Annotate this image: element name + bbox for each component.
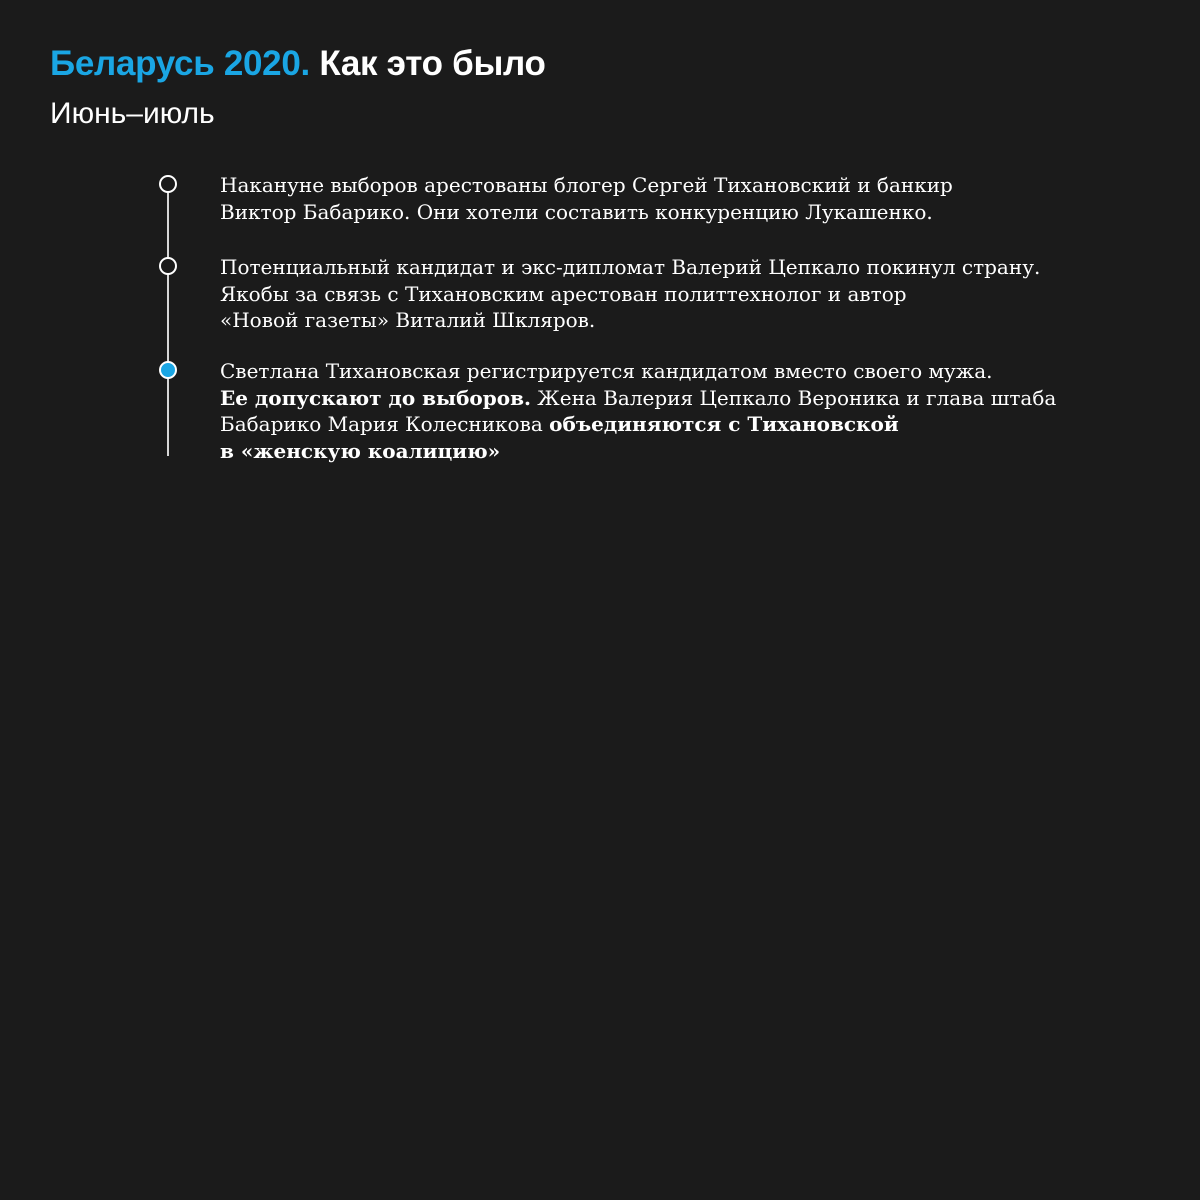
event-line: [220, 199, 1100, 226]
timeline-line: [167, 184, 169, 456]
event-line: [220, 172, 1100, 199]
event-line: [220, 438, 1100, 465]
event-line: [220, 385, 1100, 412]
timeline-marker-icon: [159, 175, 177, 193]
event-line: [220, 281, 1100, 308]
event-text-bold: в «женскую коалицию»: [220, 438, 501, 463]
header: [50, 42, 1150, 132]
timeline-marker-icon: [159, 257, 177, 275]
page-subtitle: Июнь–июль: [50, 97, 215, 130]
event-text-segment: Потенциальный кандидат и экс-дипломат Валерий Цепкало покинул страну.: [220, 255, 1041, 279]
event-line: [220, 307, 1100, 334]
event-text-bold: объединяются с Тихановской: [549, 412, 899, 436]
event-text-segment: Жена Валерия Цепкало Вероника и глава штаба: [530, 385, 1057, 410]
event-text-segment: Накануне выборов арестованы блогер Сергей Тихановский и банкир: [220, 173, 953, 197]
event-text-segment: «Новой газеты» Виталий Шкляров.: [220, 308, 596, 332]
event-line: [220, 358, 1100, 385]
event-text-segment: Виктор Бабарико. Они хотели составить конкуренцию Лукашенко.: [220, 199, 933, 224]
page-title: [50, 42, 1150, 86]
event-text-segment: Якобы за связь с Тихановским арестован политтехнолог и автор: [220, 281, 907, 306]
event-line: [220, 254, 1100, 281]
event-line: [220, 411, 1100, 438]
timeline: [158, 172, 1108, 462]
title-accent: Беларусь 2020.: [50, 44, 310, 83]
event-text: [220, 254, 1100, 334]
timeline-active-marker-icon: [159, 361, 177, 379]
title-main: Как это было: [319, 44, 546, 83]
event-text: [220, 172, 1100, 225]
event-text: [220, 358, 1100, 464]
event-text-bold: Ее допускают до выборов.: [220, 385, 531, 410]
event-text-segment: Бабарико Мария Колесникова: [220, 412, 550, 436]
event-text-segment: Светлана Тихановская регистрируется кандидатом вместо своего мужа.: [220, 359, 993, 383]
